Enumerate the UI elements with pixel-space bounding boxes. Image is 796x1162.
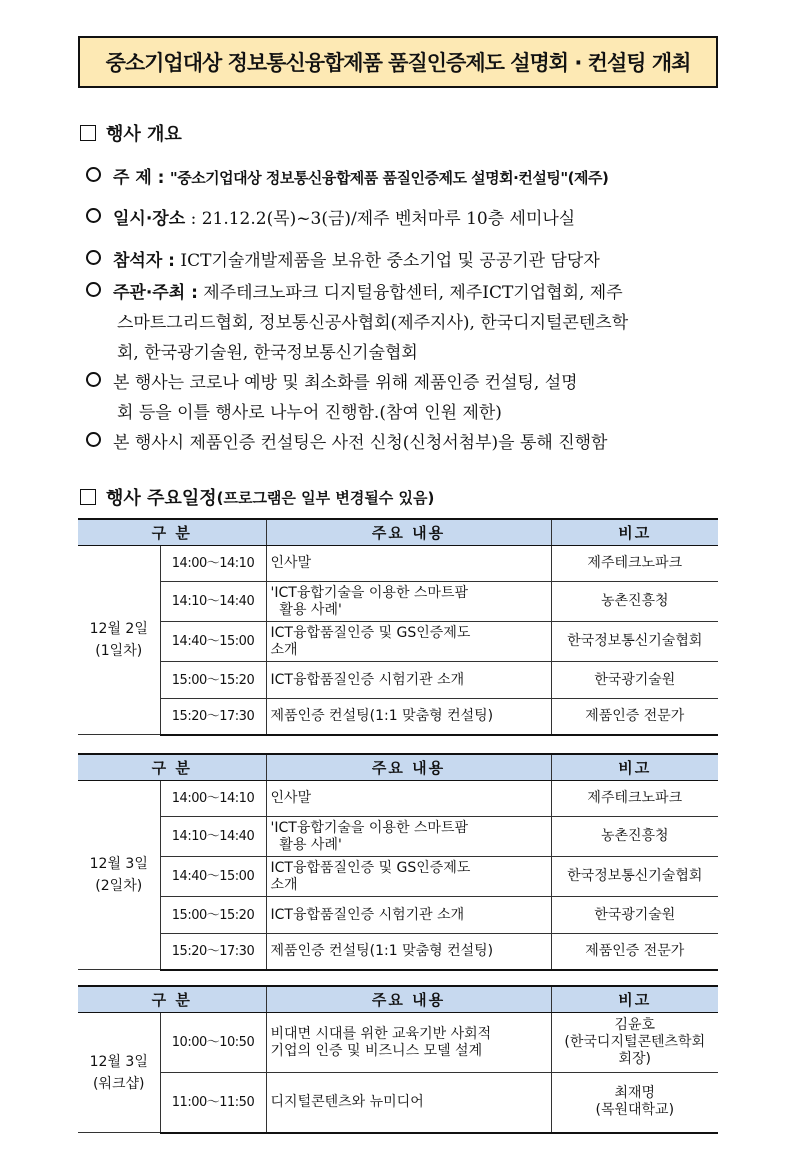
table-row <box>78 781 718 817</box>
header-note: 비고 <box>551 754 718 781</box>
time-cell: 15:00～15:20 <box>160 662 266 699</box>
table-row <box>78 622 718 662</box>
note-cell: 김윤호 (한국디지털콘텐츠학회 회장) <box>551 1013 718 1073</box>
note-cell: 농촌진흥청 <box>551 582 718 622</box>
header-note: 비고 <box>551 519 718 546</box>
datetime-value: : 21.12.2(목)~3(금)/제주 벤처마루 10층 세미나실 <box>190 209 576 229</box>
time-cell: 15:20～17:30 <box>160 699 266 735</box>
content-cell: 'ICT융합기술을 이용한 스마트팜 활용 사례' <box>266 817 551 857</box>
day-cell: 12월 3일 (2일차) <box>78 781 160 970</box>
overview-hosts <box>86 278 726 368</box>
note-cell: 농촌진흥청 <box>551 817 718 857</box>
overview-note-1 <box>86 368 726 428</box>
table-header-row <box>78 519 718 546</box>
time-cell: 15:00～15:20 <box>160 897 266 934</box>
note-cell: 제주테크노파크 <box>551 781 718 817</box>
time-cell: 14:10～14:40 <box>160 817 266 857</box>
note-cell: 한국광기술원 <box>551 897 718 934</box>
table-header-row <box>78 754 718 781</box>
schedule-table <box>78 518 718 736</box>
schedule-table <box>78 985 718 1134</box>
schedule-heading-note: (프로그램은 일부 변경될수 있음) <box>216 488 435 507</box>
overview-subject <box>86 163 726 193</box>
table-row <box>78 699 718 735</box>
time-cell: 14:00～14:10 <box>160 546 266 582</box>
time-cell: 14:40～15:00 <box>160 622 266 662</box>
header-note: 비고 <box>551 986 718 1013</box>
schedule-heading-text: 행사 주요일정 <box>106 488 217 509</box>
circle-bullet-icon <box>86 208 101 223</box>
overview-heading <box>80 120 182 146</box>
time-cell: 15:20～17:30 <box>160 934 266 970</box>
document-title: 중소기업대상 정보통신융합제품 품질인증제도 설명회 · 컨설팅 개최 <box>78 36 718 88</box>
checkbox-square-icon <box>80 489 96 505</box>
time-cell: 14:10～14:40 <box>160 582 266 622</box>
note-cell: 제품인증 전문가 <box>551 699 718 735</box>
hosts-line: 제주테크노파크 디지털융합센터, 제주ICT기업협회, 제주 <box>203 283 623 303</box>
table-row <box>78 857 718 897</box>
datetime-label: 일시·장소 <box>113 209 186 229</box>
content-cell: ICT융합품질인증 시험기관 소개 <box>266 662 551 699</box>
time-cell: 14:40～15:00 <box>160 857 266 897</box>
attendees-label: 참석자 : <box>113 251 175 271</box>
subject-label: 주 제 : <box>113 168 165 188</box>
table-row <box>78 934 718 970</box>
content-cell: 디지털콘텐츠와 뉴미디어 <box>266 1073 551 1133</box>
table-row <box>78 1013 718 1073</box>
circle-bullet-icon <box>86 432 101 447</box>
note-line: 본 행사시 제품인증 컨설팅은 사전 신청(신청서첨부)을 통해 진행함 <box>113 433 608 453</box>
overview-datetime <box>86 204 726 234</box>
note-cell: 제주테크노파크 <box>551 546 718 582</box>
schedule-table <box>78 753 718 971</box>
content-cell: 제품인증 컨설팅(1:1 맞춤형 컨설팅) <box>266 699 551 735</box>
schedule-heading <box>80 484 434 510</box>
overview-heading-text: 행사 개요 <box>106 124 182 145</box>
table-row <box>78 817 718 857</box>
checkbox-square-icon <box>80 125 96 141</box>
header-content: 주요 내용 <box>266 754 551 781</box>
overview-attendees <box>86 246 726 276</box>
hosts-label: 주관·주최 : <box>113 283 198 303</box>
hosts-line: 회, 한국광기술원, 한국정보통신기술협회 <box>117 343 418 363</box>
content-cell: 인사말 <box>266 781 551 817</box>
time-cell: 11:00～11:50 <box>160 1073 266 1133</box>
table-row <box>78 662 718 699</box>
table-header-row <box>78 986 718 1013</box>
content-cell: ICT융합품질인증 및 GS인증제도 소개 <box>266 857 551 897</box>
content-cell: 'ICT융합기술을 이용한 스마트팜 활용 사례' <box>266 582 551 622</box>
subject-value: "중소기업대상 정보통신융합제품 품질인증제도 설명회·컨설팅"(제주) <box>169 169 609 187</box>
note-cell: 한국광기술원 <box>551 662 718 699</box>
content-cell: ICT융합품질인증 및 GS인증제도 소개 <box>266 622 551 662</box>
time-cell: 10:00～10:50 <box>160 1013 266 1073</box>
content-cell: 제품인증 컨설팅(1:1 맞춤형 컨설팅) <box>266 934 551 970</box>
table-row <box>78 582 718 622</box>
table-row <box>78 897 718 934</box>
attendees-value: ICT기술개발제품을 보유한 중소기업 및 공공기관 담당자 <box>180 251 600 271</box>
overview-note-2 <box>86 428 726 458</box>
content-cell: 비대면 시대를 위한 교육기반 사회적 기업의 인증 및 비즈니스 모델 설계 <box>266 1013 551 1073</box>
hosts-line: 스마트그리드협회, 정보통신공사협회(제주지사), 한국디지털콘텐츠학 <box>117 313 629 333</box>
note-cell: 제품인증 전문가 <box>551 934 718 970</box>
header-division: 구 분 <box>78 986 266 1013</box>
day-cell: 12월 2일 (1일차) <box>78 546 160 735</box>
table-row <box>78 546 718 582</box>
time-cell: 14:00～14:10 <box>160 781 266 817</box>
header-content: 주요 내용 <box>266 986 551 1013</box>
day-cell: 12월 3일 (워크샵) <box>78 1013 160 1133</box>
note-cell: 최재명 (목원대학교) <box>551 1073 718 1133</box>
header-content: 주요 내용 <box>266 519 551 546</box>
note-cell: 한국정보통신기술협회 <box>551 622 718 662</box>
circle-bullet-icon <box>86 250 101 265</box>
note-line: 회 등을 이틀 행사로 나누어 진행함.(참여 인원 제한) <box>117 403 502 423</box>
content-cell: 인사말 <box>266 546 551 582</box>
circle-bullet-icon <box>86 167 101 182</box>
circle-bullet-icon <box>86 372 101 387</box>
header-division: 구 분 <box>78 754 266 781</box>
header-division: 구 분 <box>78 519 266 546</box>
content-cell: ICT융합품질인증 시험기관 소개 <box>266 897 551 934</box>
circle-bullet-icon <box>86 282 101 297</box>
note-cell: 한국정보통신기술협회 <box>551 857 718 897</box>
note-line: 본 행사는 코로나 예방 및 최소화를 위해 제품인증 컨설팅, 설명 <box>113 373 578 393</box>
table-row <box>78 1073 718 1133</box>
